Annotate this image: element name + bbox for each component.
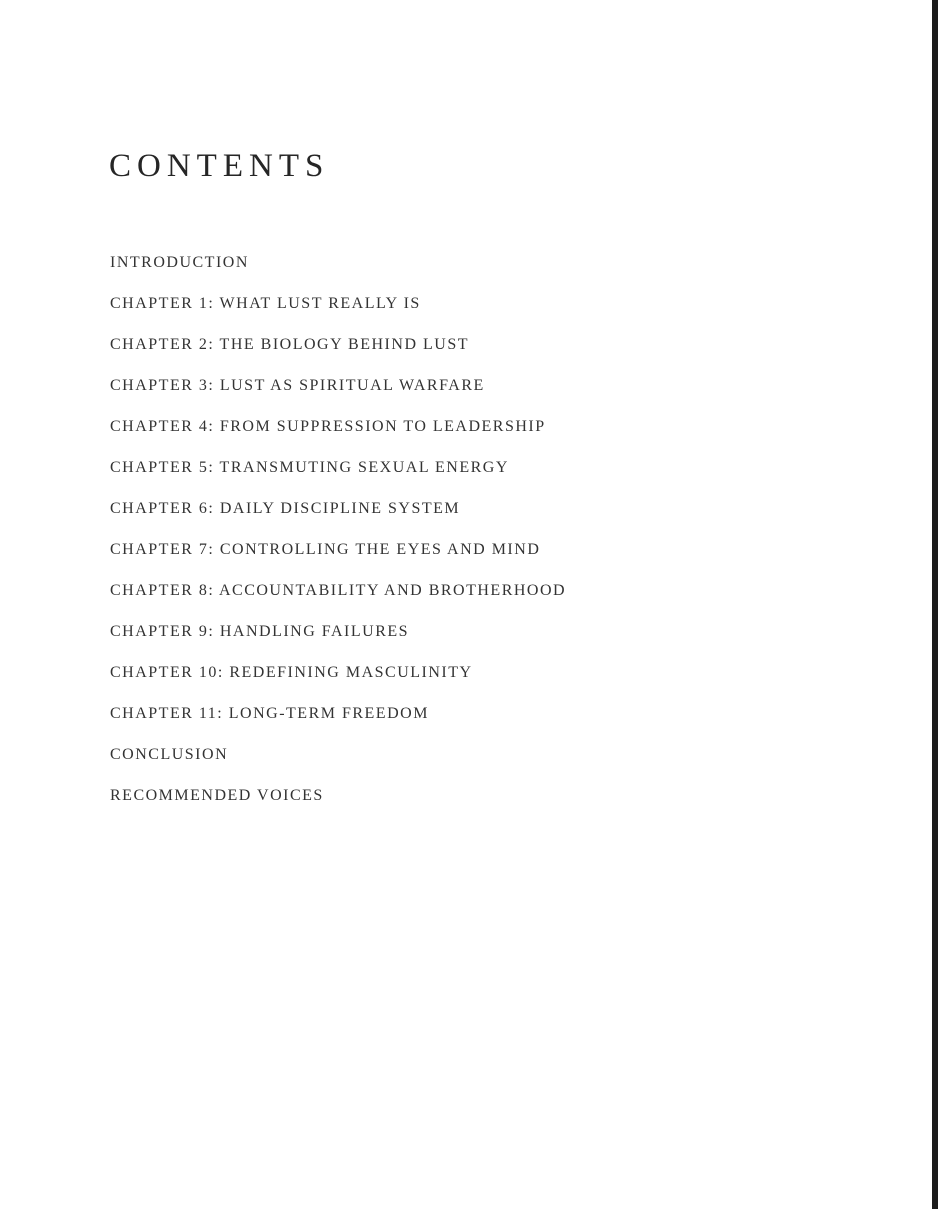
toc-entry-chapter-11[interactable]: CHAPTER 11: LONG-TERM FREEDOM [110,705,429,722]
toc-entry-recommended-voices[interactable]: RECOMMENDED VOICES [110,787,324,804]
toc-entry-chapter-7[interactable]: CHAPTER 7: CONTROLLING THE EYES AND MIND [110,541,541,558]
toc-entry-chapter-1[interactable]: CHAPTER 1: WHAT LUST REALLY IS [110,295,421,312]
toc-entry-chapter-9[interactable]: CHAPTER 9: HANDLING FAILURES [110,623,410,640]
toc-entry-chapter-8[interactable]: CHAPTER 8: ACCOUNTABILITY AND BROTHERHOOD [110,582,567,599]
toc-entry-chapter-5[interactable]: CHAPTER 5: TRANSMUTING SEXUAL ENERGY [110,459,509,476]
toc-entry-chapter-3[interactable]: CHAPTER 3: LUST AS SPIRITUAL WARFARE [110,377,485,394]
contents-heading: CONTENTS [109,148,330,184]
toc-entry-conclusion[interactable]: CONCLUSION [110,746,229,763]
toc-entry-chapter-10[interactable]: CHAPTER 10: REDEFINING MASCULINITY [110,664,473,681]
toc-entry-chapter-2[interactable]: CHAPTER 2: THE BIOLOGY BEHIND LUST [110,336,469,353]
toc-entry-chapter-4[interactable]: CHAPTER 4: FROM SUPPRESSION TO LEADERSHIP [110,418,546,435]
page-edge-divider [932,0,938,1209]
toc-entry-chapter-6[interactable]: CHAPTER 6: DAILY DISCIPLINE SYSTEM [110,500,461,517]
table-of-contents [110,250,566,824]
toc-entry-introduction[interactable]: INTRODUCTION [110,254,249,271]
